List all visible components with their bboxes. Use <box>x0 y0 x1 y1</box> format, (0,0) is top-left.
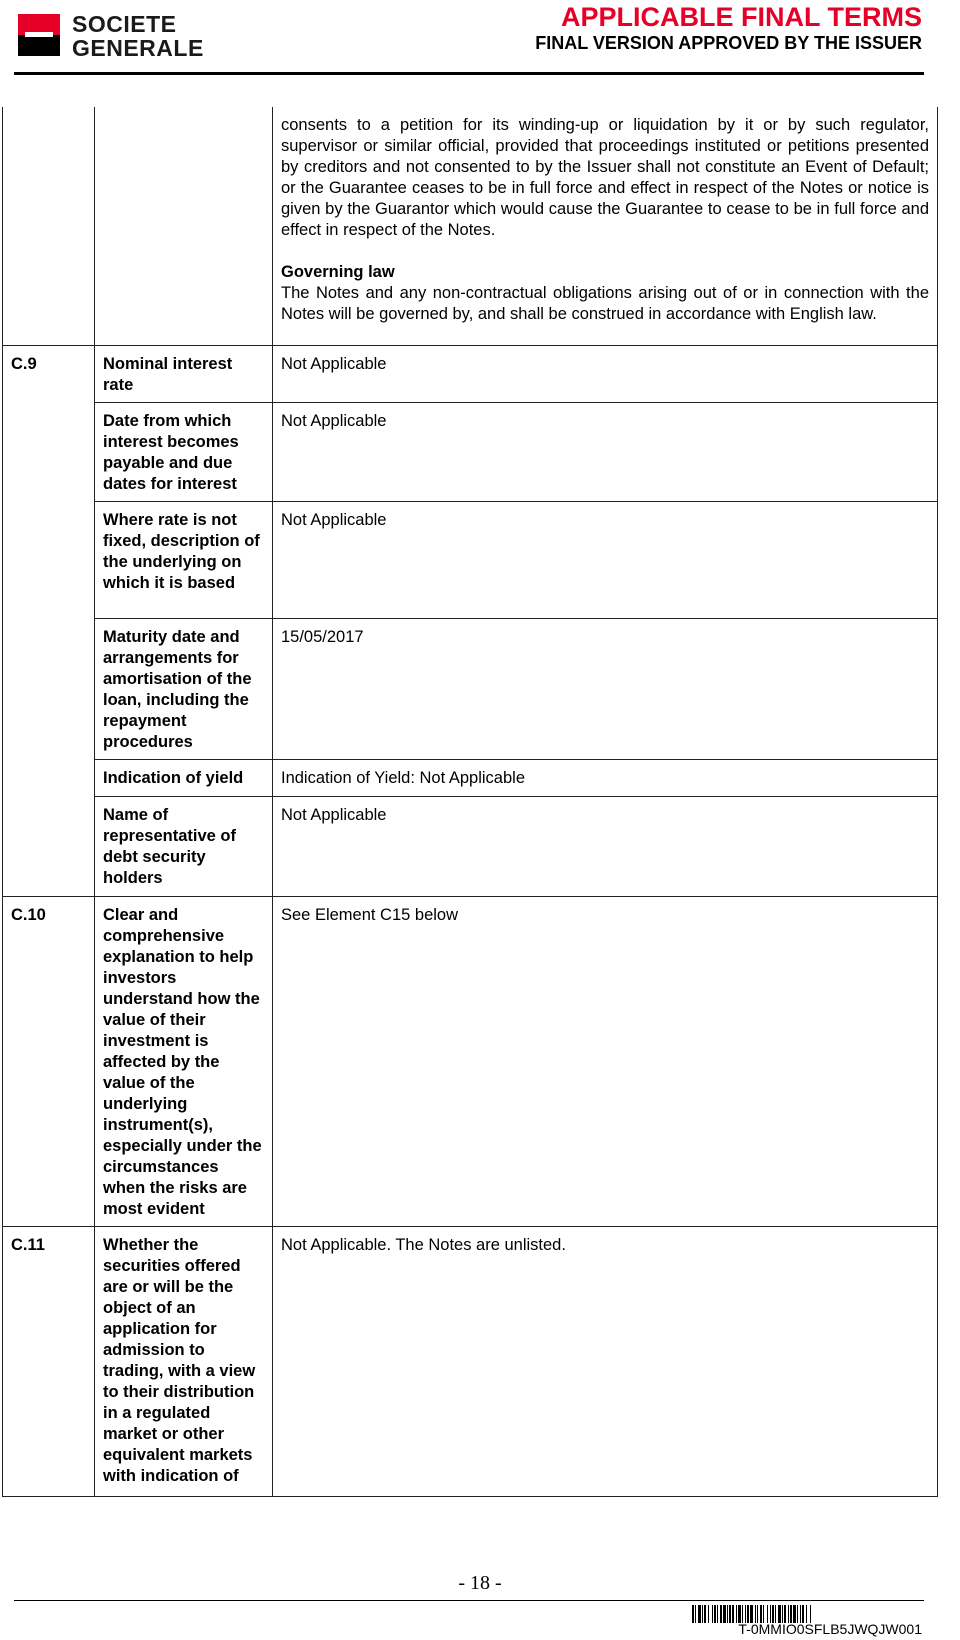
table-row <box>3 759 938 796</box>
default-clause-paragraph: consents to a petition for its winding-up or liquidation by it or by such regulator, supervisor or similar official, provided that proceedings instituted or petitions presented by creditors and not consented to by the Issuer shall not constitute an Event of Default; or the Guarantee ceases to be in full force and effect in respect of the Notes or notice is given by the Guarantor which would cause the Guarantee to cease to be in full force and effect in respect of the Notes. <box>281 116 929 239</box>
row-value: Indication of Yield: Not Applicable <box>273 759 938 796</box>
row-title: Maturity date and arrangements for amortisation of the loan, including the repayment procedures <box>95 618 273 759</box>
row-title: Date from which interest becomes payable and due dates for interest <box>95 402 273 501</box>
page-number: - 18 - <box>458 1572 502 1594</box>
logo-line-2: GENERALE <box>72 35 204 61</box>
row-value: Not Applicable <box>273 501 938 618</box>
table-row-continuation <box>3 107 938 345</box>
row-title: Clear and comprehensive explanation to help investors understand how the value of their investment is affected by the value of the underlying instrument(s), especially under the circumstances when the risks are most evident <box>95 896 273 1226</box>
row-code <box>3 796 95 896</box>
logo-mark-icon <box>18 14 60 56</box>
header-divider <box>14 72 924 75</box>
table-row <box>3 896 938 1226</box>
row-title: Where rate is not fixed, description of the underlying on which it is based <box>95 501 273 618</box>
row-code: C.11 <box>3 1226 95 1496</box>
table-row <box>3 402 938 501</box>
row-code <box>3 618 95 759</box>
row-title: Nominal interest rate <box>95 345 273 402</box>
row-value: Not Applicable. The Notes are unlisted. <box>273 1226 938 1496</box>
row-value: Not Applicable <box>273 345 938 402</box>
row-code <box>3 402 95 501</box>
table-row <box>3 1226 938 1496</box>
document-title: APPLICABLE FINAL TERMS <box>560 2 922 32</box>
final-terms-table <box>2 107 938 1497</box>
logo-line-1: SOCIETE <box>72 11 177 37</box>
row-value: Not Applicable <box>273 796 938 896</box>
row-value: See Element C15 below <box>273 896 938 1226</box>
societe-generale-logo <box>18 12 243 60</box>
footer-divider <box>14 1600 924 1601</box>
row-title: Name of representative of debt security holders <box>95 796 273 896</box>
document-reference: T-0MMIO0SFLB5JWQJW001 <box>738 1621 922 1637</box>
row-code: C.10 <box>3 896 95 1226</box>
row-code <box>3 501 95 618</box>
row-value: 15/05/2017 <box>273 618 938 759</box>
row-title <box>95 107 273 345</box>
row-title: Whether the securities offered are or will be the object of an application for admission to trading, with a view to their distribution in a regulated market or other equivalent markets with indication of <box>95 1226 273 1496</box>
table-row <box>3 345 938 402</box>
row-code: C.9 <box>3 345 95 402</box>
row-title: Indication of yield <box>95 759 273 796</box>
logo-wordmark <box>72 12 204 60</box>
governing-law-heading: Governing law <box>281 263 395 281</box>
row-code <box>3 107 95 345</box>
document-subtitle: FINAL VERSION APPROVED BY THE ISSUER <box>535 33 922 53</box>
table-row <box>3 501 938 618</box>
table-row <box>3 618 938 759</box>
continuation-cell <box>273 107 938 345</box>
row-code <box>3 759 95 796</box>
row-value: Not Applicable <box>273 402 938 501</box>
table-row <box>3 796 938 896</box>
governing-law-text: The Notes and any non-contractual obligations arising out of or in connection with the Notes will be governed by, and shall be construed in accordance with English law. <box>281 284 929 323</box>
